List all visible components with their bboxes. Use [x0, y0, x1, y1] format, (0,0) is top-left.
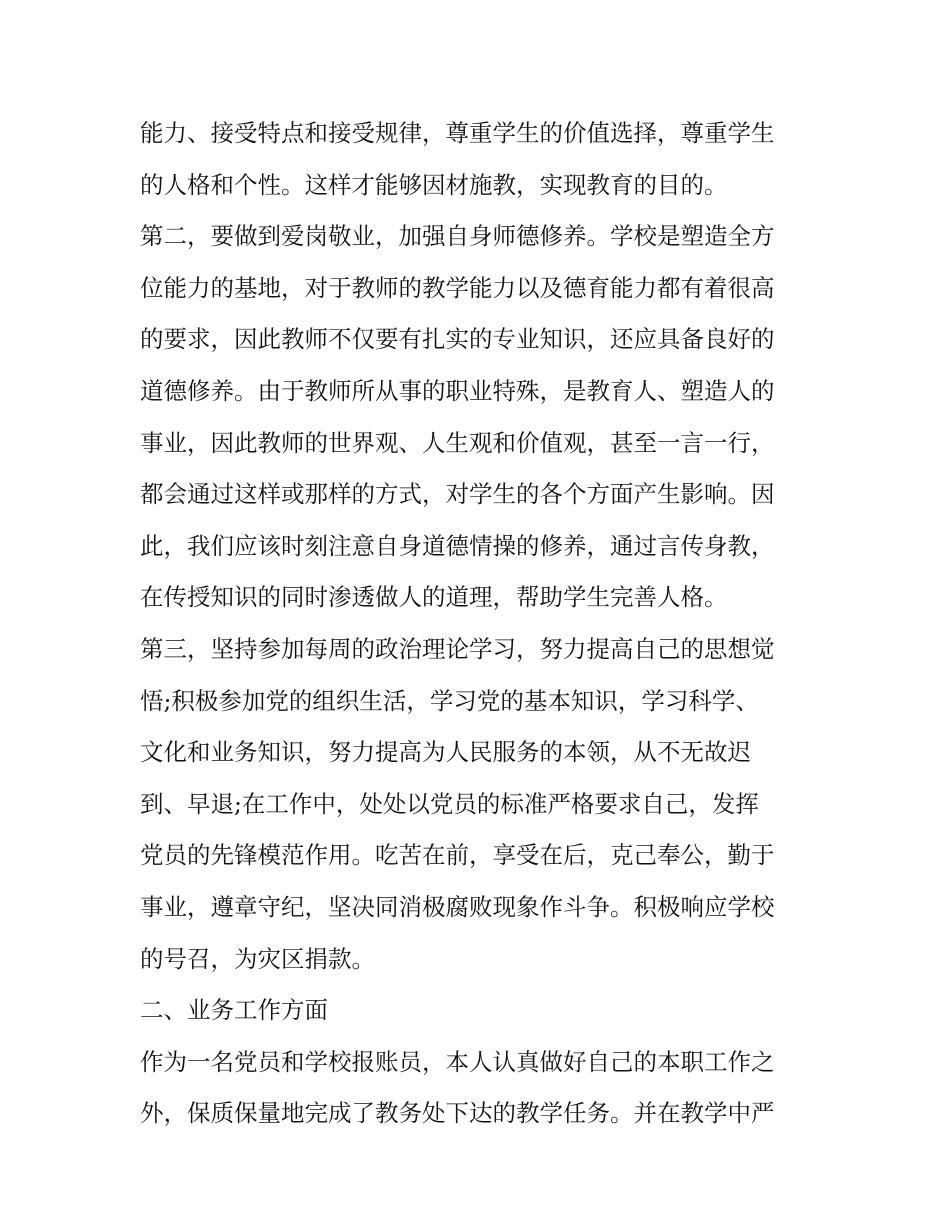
section-heading: 二、业务工作方面 — [140, 996, 328, 1025]
text-line: 外，保质保量地完成了教务处下达的教学任务。并在教学中严 — [140, 1099, 775, 1128]
text-line: 位能力的基地，对于教师的教学能力以及德育能力都有着很高 — [140, 273, 775, 302]
text-line: 都会通过这样或那样的方式，对学生的各个方面产生影响。因 — [140, 480, 775, 509]
text-line: 能力、接受特点和接受规律，尊重学生的价值选择，尊重学生 — [140, 119, 775, 147]
text-line: 党员的先锋模范作用。吃苦在前，享受在后，克己奉公，勤于 — [140, 841, 775, 870]
text-line: 的人格和个性。这样才能够因材施教，实现教育的目的。 — [140, 170, 728, 199]
text-line: 文化和业务知识，努力提高为人民服务的本领，从不无故迟 — [140, 738, 751, 767]
text-line: 的要求，因此教师不仅要有扎实的专业知识，还应具备良好的 — [140, 325, 775, 354]
text-line: 事业，因此教师的世界观、人生观和价值观，甚至一言一行， — [140, 428, 775, 457]
text-line: 道德修养。由于教师所从事的职业特殊，是教育人、塑造人的 — [140, 376, 775, 405]
text-line: 第三，坚持参加每周的政治理论学习，努力提高自己的思想觉 — [140, 634, 775, 663]
text-line: 在传授知识的同时渗透做人的道理，帮助学生完善人格。 — [140, 583, 728, 612]
text-line: 第二，要做到爱岗敬业，加强自身师德修养。学校是塑造全方 — [140, 222, 775, 251]
text-line: 悟;积极参加党的组织生活，学习党的基本知识，学习科学、 — [140, 686, 759, 715]
document-body — [140, 108, 820, 1140]
text-line: 作为一名党员和学校报账员，本人认真做好自己的本职工作之 — [140, 1047, 775, 1076]
text-line: 到、早退;在工作中，处处以党员的标准严格要求自己，发挥 — [140, 789, 759, 818]
text-line: 事业，遵章守纪，坚决同消极腐败现象作斗争。积极响应学校 — [140, 892, 775, 921]
text-line: 的号召，为灾区捐款。 — [140, 944, 375, 973]
text-line: 此，我们应该时刻注意自身道德情操的修养，通过言传身教， — [140, 531, 775, 560]
